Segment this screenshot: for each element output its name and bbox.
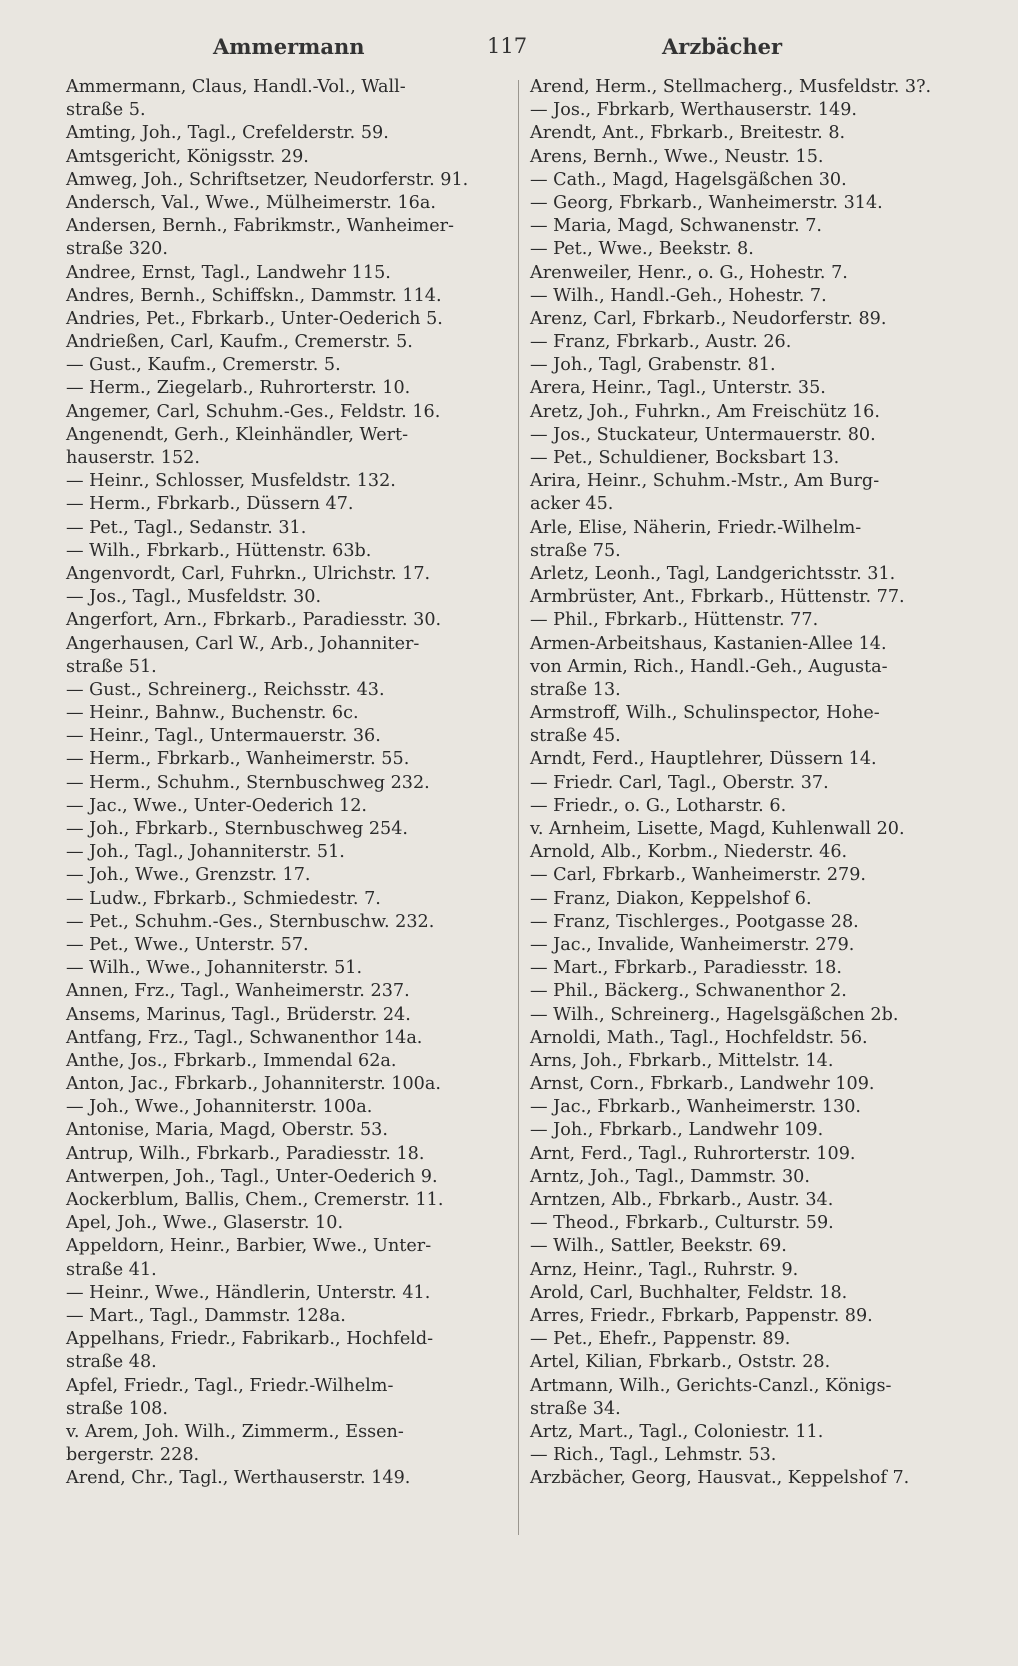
entry-line: straße 45. [530, 726, 621, 747]
entry-line: Angenendt, Gerh., Kleinhändler, Wert- [66, 424, 409, 445]
directory-entry [66, 1212, 514, 1235]
directory-entry [66, 980, 514, 1003]
entry-line: Antonise, Maria, Magd, Oberstr. 53. [66, 1120, 388, 1141]
directory-entry [530, 1166, 970, 1189]
entry-line: — Franz, Diakon, Keppelshof 6. [530, 888, 812, 909]
entry-line: Ansems, Marinus, Tagl., Brüderstr. 24. [66, 1004, 411, 1025]
entry-line: — Joh., Wwe., Johanniterstr. 100a. [66, 1097, 373, 1118]
entry-line: Arndt, Ferd., Hauptlehrer, Düssern 14. [530, 749, 877, 770]
entry-line: Arle, Elise, Näherin, Friedr.-Wilhelm- [530, 517, 862, 538]
directory-entry [530, 1375, 970, 1421]
entry-line: Andree, Ernst, Tagl., Landwehr 115. [66, 262, 391, 283]
entry-line: — Wilh., Handl.-Geh., Hohestr. 7. [530, 285, 827, 306]
entry-line: Armbrüster, Ant., Fbrkarb., Hüttenstr. 77. [530, 587, 905, 608]
entry-line: — Ludw., Fbrkarb., Schmiedestr. 7. [66, 888, 381, 909]
directory-entry [530, 447, 970, 470]
directory-entry [66, 1073, 514, 1096]
directory-entry [530, 285, 970, 308]
directory-entry [530, 1119, 970, 1142]
directory-entry [530, 864, 970, 887]
directory-entry [66, 1328, 514, 1374]
directory-entry [530, 1073, 970, 1096]
directory-entry [66, 146, 514, 169]
entry-line: — Joh., Fbrkarb., Landwehr 109. [530, 1120, 824, 1141]
directory-entry [530, 470, 970, 516]
entry-line: Arend, Chr., Tagl., Werthauserstr. 149. [66, 1468, 411, 1489]
entry-line: Amweg, Joh., Schriftsetzer, Neudorferstr. 91. [66, 169, 469, 190]
entry-line: Arend, Herm., Stellmacherg., Musfeldstr. 3?. [530, 77, 932, 97]
entry-line: Annen, Frz., Tagl., Wanheimerstr. 237. [66, 981, 410, 1002]
entry-line: Armen-Arbeitshaus, Kastanien-Allee 14. [530, 633, 887, 654]
directory-entry [530, 99, 970, 122]
directory-entry [530, 633, 970, 656]
directory-entry [66, 633, 514, 679]
entry-line: Andrießen, Carl, Kaufm., Cremerstr. 5. [66, 332, 413, 353]
entry-line: — Jac., Invalide, Wanheimerstr. 279. [530, 934, 855, 955]
directory-entry [66, 470, 514, 493]
entry-line: — Jac., Wwe., Unter-Oederich 12. [66, 795, 367, 816]
directory-entry [530, 818, 970, 841]
entry-line: Angemer, Carl, Schuhm.-Ges., Feldstr. 16. [66, 401, 441, 422]
directory-entry [66, 308, 514, 331]
entry-line: — Maria, Magd, Schwanenstr. 7. [530, 216, 823, 237]
directory-entry [530, 1096, 970, 1119]
directory-entry [530, 1212, 970, 1235]
entry-line: Andries, Pet., Fbrkarb., Unter-Oederich 5. [66, 308, 443, 329]
entry-line: — Jos., Fbrkarb, Werthauserstr. 149. [530, 100, 858, 121]
directory-entry [530, 169, 970, 192]
entry-line: Arletz, Leonh., Tagl, Landgerichtsstr. 31. [530, 563, 896, 584]
directory-entry [66, 354, 514, 377]
directory-entry [530, 1351, 970, 1374]
entry-line: — Cath., Magd, Hagelsgäßchen 30. [530, 169, 847, 190]
entry-line: — Jos., Tagl., Musfeldstr. 30. [66, 587, 322, 608]
directory-entry [530, 517, 970, 563]
directory-entry [66, 424, 514, 470]
entry-line: — Jos., Stuckateur, Untermauerstr. 80. [530, 424, 876, 445]
entry-line: straße 320. [66, 239, 168, 260]
directory-entry [530, 563, 970, 586]
entry-line: — Pet., Tagl., Sedanstr. 31. [66, 517, 307, 538]
entry-line: Artel, Kilian, Fbrkarb., Oststr. 28. [530, 1352, 831, 1373]
entry-line: — Pet., Schuhm.-Ges., Sternbuschw. 232. [66, 911, 435, 932]
entry-line: Appeldorn, Heinr., Barbier, Wwe., Unter- [66, 1236, 432, 1257]
entry-line: Angerhausen, Carl W., Arb., Johanniter- [66, 633, 420, 654]
directory-entry [530, 146, 970, 169]
entry-line: Antfang, Frz., Tagl., Schwanenthor 14a. [66, 1027, 423, 1048]
entry-line: v. Arem, Joh. Wilh., Zimmerm., Essen- [66, 1421, 404, 1442]
directory-entry [66, 911, 514, 934]
directory-entry [530, 1282, 970, 1305]
entry-line: Apfel, Friedr., Tagl., Friedr.-Wilhelm- [66, 1375, 394, 1396]
directory-entry [530, 1444, 970, 1467]
entry-line: Arns, Joh., Fbrkarb., Mittelstr. 14. [530, 1050, 834, 1071]
directory-entry [530, 1027, 970, 1050]
entry-line: Anton, Jac., Fbrkarb., Johanniterstr. 100a. [66, 1074, 441, 1095]
entry-line: Arnst, Corn., Fbrkarb., Landwehr 109. [530, 1074, 875, 1095]
directory-entry [530, 1259, 970, 1282]
directory-entry [66, 192, 514, 215]
entry-line: Arens, Bernh., Wwe., Neustr. 15. [530, 146, 824, 167]
directory-entry [530, 331, 970, 354]
entry-line: — Friedr. Carl, Tagl., Oberstr. 37. [530, 772, 829, 793]
directory-entry [66, 679, 514, 702]
entry-line: — Heinr., Wwe., Händlerin, Unterstr. 41. [66, 1282, 431, 1303]
directory-entry [530, 262, 970, 285]
entry-line: — Franz, Fbrkarb., Austr. 26. [530, 332, 792, 353]
entry-line: Angerfort, Arn., Fbrkarb., Paradiesstr. 30. [66, 610, 442, 631]
directory-entry [66, 331, 514, 354]
entry-line: — Friedr., o. G., Lotharstr. 6. [530, 795, 787, 816]
directory-entry [530, 772, 970, 795]
entry-line: straße 41. [66, 1259, 157, 1280]
entry-line: Arnold, Alb., Korbm., Niederstr. 46. [530, 842, 848, 863]
directory-entry [530, 1189, 970, 1212]
directory-entry [530, 980, 970, 1003]
entry-line: Antrup, Wilh., Fbrkarb., Paradiesstr. 18. [66, 1143, 425, 1164]
entry-line: hauserstr. 152. [66, 448, 200, 468]
directory-entry [66, 1375, 514, 1421]
entry-line: Angenvordt, Carl, Fuhrkn., Ulrichstr. 17. [66, 563, 431, 584]
directory-entry [66, 586, 514, 609]
entry-line: Andersch, Val., Wwe., Mülheimerstr. 16a. [66, 192, 436, 213]
directory-entry [66, 748, 514, 771]
directory-entry [530, 1235, 970, 1258]
entry-line: Artz, Mart., Tagl., Coloniestr. 11. [530, 1421, 824, 1442]
entry-line: — Herm., Ziegelarb., Ruhrorterstr. 10. [66, 378, 411, 399]
directory-entry [530, 841, 970, 864]
entry-line: Andres, Bernh., Schiffskn., Dammstr. 114. [66, 285, 442, 306]
entry-line: — Pet., Schuldiener, Bocksbart 13. [530, 448, 840, 468]
entry-line: — Joh., Tagl., Johanniterstr. 51. [66, 842, 345, 863]
entry-line: — Rich., Tagl., Lehmstr. 53. [530, 1445, 777, 1466]
entry-line: — Wilh., Schreinerg., Hagelsgäßchen 2b. [530, 1004, 899, 1025]
entry-line: — Wilh., Sattler, Beekstr. 69. [530, 1236, 787, 1257]
entry-line: — Theod., Fbrkarb., Culturstr. 59. [530, 1213, 834, 1234]
directory-entry [530, 1143, 970, 1166]
directory-entry [530, 1421, 970, 1444]
entry-line: Ammermann, Claus, Handl.-Vol., Wall- [66, 77, 406, 97]
entry-line: Artmann, Wilh., Gerichts-Canzl., Königs- [530, 1375, 892, 1396]
directory-entry [530, 192, 970, 215]
left-column [66, 76, 514, 1490]
directory-entry [66, 1119, 514, 1142]
entry-line: Appelhans, Friedr., Fabrikarb., Hochfeld- [66, 1329, 434, 1350]
entry-line: bergerstr. 228. [66, 1445, 200, 1466]
page-header [0, 28, 1018, 68]
directory-entry [530, 354, 970, 377]
entry-line: — Heinr., Tagl., Untermauerstr. 36. [66, 726, 381, 747]
entry-line: Antwerpen, Joh., Tagl., Unter-Oederich 9. [66, 1166, 438, 1187]
entry-line: Arold, Carl, Buchhalter, Feldstr. 18. [530, 1282, 848, 1303]
directory-entry [530, 424, 970, 447]
directory-entry [530, 934, 970, 957]
entry-line: — Wilh., Wwe., Johanniterstr. 51. [66, 958, 363, 979]
entry-line: Arera, Heinr., Tagl., Unterstr. 35. [530, 378, 826, 399]
directory-entry [66, 702, 514, 725]
column-divider [518, 80, 519, 1535]
entry-line: — Heinr., Bahnw., Buchenstr. 6c. [66, 703, 359, 724]
directory-entry [66, 957, 514, 980]
directory-entry [66, 888, 514, 911]
entry-line: — Heinr., Schlosser, Musfeldstr. 132. [66, 471, 396, 492]
entry-line: Arenz, Carl, Fbrkarb., Neudorferstr. 89. [530, 308, 887, 329]
directory-entry [530, 377, 970, 400]
entry-line: Anthe, Jos., Fbrkarb., Immendal 62a. [66, 1050, 397, 1071]
entry-line: — Gust., Schreinerg., Reichsstr. 43. [66, 679, 385, 700]
directory-entry [66, 122, 514, 145]
directory-entry [66, 1421, 514, 1467]
entry-line: Andersen, Bernh., Fabrikmstr., Wanheimer- [66, 216, 454, 237]
entry-line: Arira, Heinr., Schuhm.-Mstr., Am Burg- [530, 471, 880, 492]
directory-entry [66, 1004, 514, 1027]
directory-entry [66, 725, 514, 748]
entry-line: Arntz, Joh., Tagl., Dammstr. 30. [530, 1166, 810, 1187]
directory-entry [530, 401, 970, 424]
entry-line: — Pet., Wwe., Unterstr. 57. [66, 934, 309, 955]
entry-line: Arzbächer, Georg, Hausvat., Keppelshof 7. [530, 1468, 910, 1489]
directory-entry [66, 1027, 514, 1050]
directory-entry [530, 795, 970, 818]
directory-entry [66, 169, 514, 192]
directory-entry [530, 888, 970, 911]
entry-line: Armstroff, Wilh., Schulinspector, Hohe- [530, 703, 880, 724]
directory-entry [66, 1189, 514, 1212]
entry-line: — Herm., Fbrkarb., Wanheimerstr. 55. [66, 749, 410, 770]
directory-entry [66, 540, 514, 563]
entry-line: Arenweiler, Henr., o. G., Hohestr. 7. [530, 262, 848, 283]
entry-line: Apel, Joh., Wwe., Glaserstr. 10. [66, 1213, 344, 1234]
entry-line: — Joh., Tagl, Grabenstr. 81. [530, 355, 776, 376]
entry-line: — Georg, Fbrkarb., Wanheimerstr. 314. [530, 192, 883, 213]
directory-entry [66, 215, 514, 261]
entry-line: — Herm., Schuhm., Sternbuschweg 232. [66, 772, 430, 793]
entry-line: Amting, Joh., Tagl., Crefelderstr. 59. [66, 123, 389, 144]
entry-line: — Jac., Fbrkarb., Wanheimerstr. 130. [530, 1097, 862, 1118]
directory-entry [66, 841, 514, 864]
entry-line: — Gust., Kaufm., Cremerstr. 5. [66, 355, 341, 376]
directory-entry [66, 1096, 514, 1119]
entry-line: — Herm., Fbrkarb., Düssern 47. [66, 494, 354, 515]
directory-entry [530, 748, 970, 771]
directory-entry [66, 377, 514, 400]
directory-entry [66, 609, 514, 632]
entry-line: Arnt, Ferd., Tagl., Ruhrorterstr. 109. [530, 1143, 856, 1164]
entry-line: — Pet., Ehefr., Pappenstr. 89. [530, 1329, 791, 1350]
entry-line: Arnoldi, Math., Tagl., Hochfeldstr. 56. [530, 1027, 868, 1048]
entry-line: — Mart., Tagl., Dammstr. 128a. [66, 1305, 346, 1326]
directory-entry [66, 563, 514, 586]
directory-entry [66, 1050, 514, 1073]
entry-line: straße 34. [530, 1398, 621, 1419]
directory-entry [66, 285, 514, 308]
right-column [530, 76, 970, 1490]
directory-entry [66, 1467, 514, 1490]
directory-entry [66, 1143, 514, 1166]
directory-entry [530, 586, 970, 609]
directory-entry [530, 1467, 970, 1490]
directory-entry [66, 818, 514, 841]
entry-line: — Joh., Fbrkarb., Sternbuschweg 254. [66, 819, 409, 839]
directory-entry [66, 795, 514, 818]
directory-entry [530, 1328, 970, 1351]
entry-line: von Armin, Rich., Handl.-Geh., Augusta- [530, 656, 888, 677]
entry-line: — Carl, Fbrkarb., Wanheimerstr. 279. [530, 865, 867, 886]
directory-entry [66, 864, 514, 887]
entry-line: straße 51. [66, 656, 157, 677]
entry-line: straße 75. [530, 540, 621, 561]
entry-line: Amtsgericht, Königsstr. 29. [66, 146, 309, 167]
directory-entry [66, 401, 514, 424]
directory-entry [530, 656, 970, 702]
header-first-name: Ammermann [213, 34, 365, 59]
directory-entry [530, 1004, 970, 1027]
entry-line: — Joh., Wwe., Grenzstr. 17. [66, 865, 311, 886]
directory-entry [66, 1282, 514, 1305]
entry-line: — Franz, Tischlerges., Pootgasse 28. [530, 911, 859, 932]
entry-line: Arendt, Ant., Fbrkarb., Breitestr. 8. [530, 123, 846, 144]
directory-entry [530, 238, 970, 261]
directory-entry [530, 308, 970, 331]
directory-entry [66, 1166, 514, 1189]
entry-line: straße 13. [530, 679, 621, 700]
header-last-name: Arzbächer [662, 34, 783, 59]
directory-entry [66, 517, 514, 540]
entry-line: straße 48. [66, 1352, 157, 1373]
entry-line: Aockerblum, Ballis, Chem., Cremerstr. 11. [66, 1190, 444, 1210]
entry-line: straße 5. [66, 100, 146, 121]
entry-line: Aretz, Joh., Fuhrkn., Am Freischütz 16. [530, 401, 880, 422]
entry-line: Arntzen, Alb., Fbrkarb., Austr. 34. [530, 1190, 834, 1210]
directory-entry [530, 122, 970, 145]
directory-entry [530, 215, 970, 238]
entry-line: — Phil., Fbrkarb., Hüttenstr. 77. [530, 610, 819, 631]
entry-line: acker 45. [530, 494, 614, 515]
directory-entry [530, 911, 970, 934]
entry-line: Arres, Friedr., Fbrkarb, Pappenstr. 89. [530, 1305, 873, 1326]
entry-line: — Phil., Bäckerg., Schwanenthor 2. [530, 981, 847, 1002]
directory-entry [66, 76, 514, 122]
directory-entry [530, 702, 970, 748]
directory-entry [530, 76, 970, 99]
directory-entry [530, 957, 970, 980]
entry-line: — Pet., Wwe., Beekstr. 8. [530, 239, 754, 260]
entry-line: v. Arnheim, Lisette, Magd, Kuhlenwall 20. [530, 819, 905, 839]
directory-entry [530, 609, 970, 632]
entry-line: — Mart., Fbrkarb., Paradiesstr. 18. [530, 958, 842, 979]
directory-entry [530, 1305, 970, 1328]
directory-entry [66, 934, 514, 957]
directory-entry [530, 1050, 970, 1073]
directory-entry [66, 493, 514, 516]
directory-entry [66, 262, 514, 285]
directory-entry [66, 772, 514, 795]
entry-line: Arnz, Heinr., Tagl., Ruhrstr. 9. [530, 1259, 799, 1280]
directory-entry [66, 1305, 514, 1328]
directory-entry [66, 1235, 514, 1281]
page-number: 117 [487, 34, 528, 58]
entry-line: — Wilh., Fbrkarb., Hüttenstr. 63b. [66, 540, 372, 561]
entry-line: straße 108. [66, 1398, 168, 1419]
